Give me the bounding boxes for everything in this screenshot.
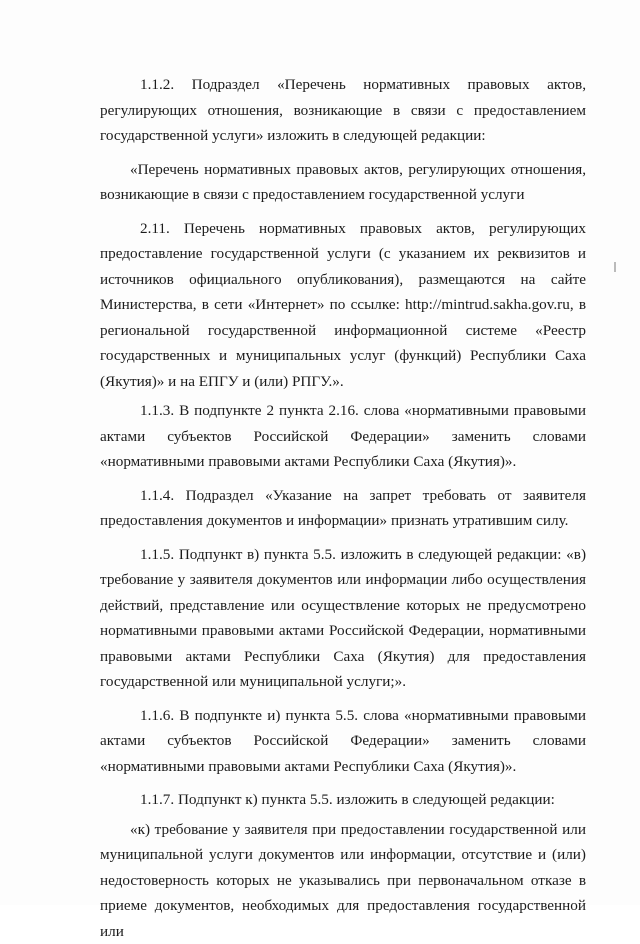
scan-margin-mark [614, 262, 616, 272]
paragraph-list-heading-quote: «Перечень нормативных правовых актов, регулирующих отношения, возникающие в связи с предоставлением государственной услуги [100, 157, 586, 208]
paragraph-1-1-5: 1.1.5. Подпункт в) пункта 5.5. изложить в следующей редакции: «в) требование у заявителя документов или информации либо осуществления действий, представление или осуществление которых не предусмотрено нормативными правовыми актами Российской Федерации, нормативными правовыми актами Республики Саха (Якутия) для предоставления государственной или муниципальной услуги;». [100, 542, 586, 695]
paragraph-subitem-k: «к) требование у заявителя при предоставлении государственной или муниципальной услуги документов или информации, отсутствие и (или) недостоверность которых не указывались при первоначальном отказе в приеме документов, необходимых для предоставления государственной или [100, 817, 586, 944]
paragraph-1-1-7: 1.1.7. Подпункт к) пункта 5.5. изложить в следующей редакции: [100, 787, 586, 813]
paragraph-2-11: 2.11. Перечень нормативных правовых актов, регулирующих предоставление государственной услуги (с указанием их реквизитов и источников официального опубликования), размещаются на сайте Министерства, в сети «Интернет» по ссылке: http://mintrud.sakha.gov.ru, в региональной государственной информационной системе «Реестр государственных и муниципальных услуг (функций) Республики Саха (Якутия)» и на ЕПГУ и (или) РПГУ.». [100, 216, 586, 395]
paragraph-1-1-4: 1.1.4. Подраздел «Указание на запрет требовать от заявителя предоставления документов и информации» признать утратившим силу. [100, 483, 586, 534]
paragraph-1-1-3: 1.1.3. В подпункте 2 пункта 2.16. слова «нормативными правовыми актами субъектов Российской Федерации» заменить словами «нормативными правовыми актами Республики Саха (Якутия)». [100, 398, 586, 475]
paragraph-1-1-6: 1.1.6. В подпункте и) пункта 5.5. слова «нормативными правовыми актами субъектов Российской Федерации» заменить словами «нормативными правовыми актами Республики Саха (Якутия)». [100, 703, 586, 780]
document-body [100, 72, 586, 944]
paragraph-1-1-2: 1.1.2. Подраздел «Перечень нормативных правовых актов, регулирующих отношения, возникающие в связи с предоставлением государственной услуги» изложить в следующей редакции: [100, 72, 586, 149]
